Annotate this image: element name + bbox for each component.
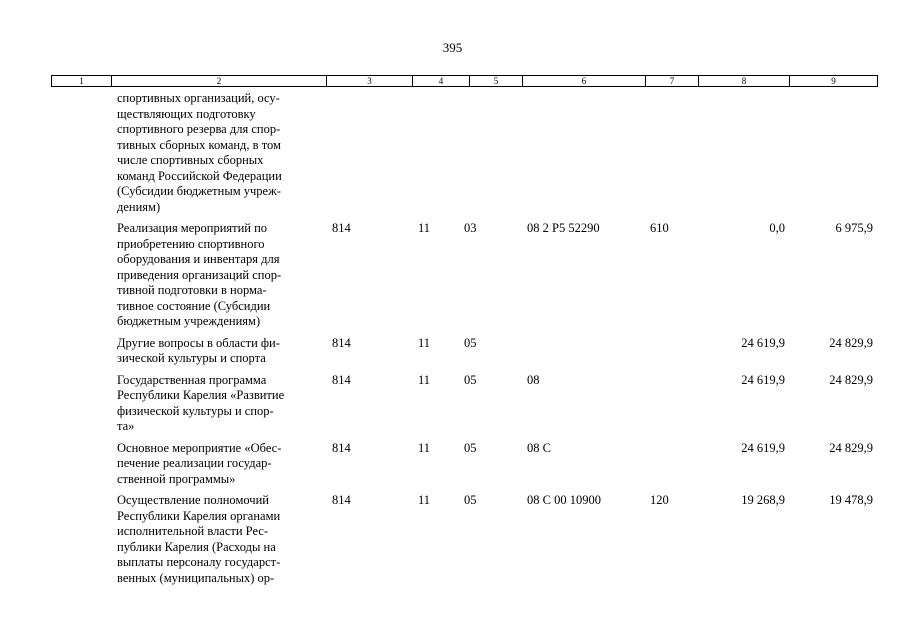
description-line: дениям) (117, 199, 161, 214)
description-line: Другие вопросы в области фи- (117, 335, 280, 350)
header-col-9: 9 (831, 76, 836, 86)
description-line: Основное мероприятие «Обес- (117, 440, 282, 455)
cell-c5: 03 (464, 221, 477, 235)
cell-c6: 08 (527, 372, 540, 387)
description-line: Республики Карелия органами (117, 508, 281, 523)
cell-c5: 05 (464, 493, 477, 507)
description-line: приобретению спортивного (117, 236, 265, 251)
cell-c8: 24 619,9 (741, 372, 785, 387)
table-body (0, 91, 905, 586)
row-description (117, 493, 327, 586)
cell-c6: 08 С 00 10900 (527, 493, 601, 507)
table-row (0, 221, 905, 330)
cell-c4: 11 (418, 372, 431, 387)
cell-c3: 814 (332, 221, 351, 235)
cell-c9: 24 829,9 (829, 335, 873, 350)
cell-c9: 19 478,9 (829, 493, 873, 507)
description-line: спортивного резерва для спор- (117, 122, 281, 136)
description-line: команд Российской Федерации (117, 168, 282, 183)
header-col-4: 4 (413, 76, 470, 86)
cell-c6: 08 С (527, 440, 551, 455)
table-row (0, 373, 905, 435)
cell-c6: 08 2 Р5 52290 (527, 221, 600, 235)
description-line: спортивных организаций, осу- (117, 91, 280, 105)
header-col-5: 5 (470, 76, 523, 86)
description-line: венных (муниципальных) ор- (117, 570, 275, 585)
header-col-2: 2 (112, 76, 327, 86)
description-line: бюджетным учреждениям) (117, 314, 261, 328)
description-line: числе спортивных сборных (117, 153, 264, 167)
table-row (0, 493, 905, 586)
cell-c5: 05 (464, 372, 477, 387)
row-description (117, 373, 327, 435)
page-number: 395 (442, 40, 463, 55)
cell-c5: 05 (464, 440, 477, 455)
table-row (0, 91, 905, 215)
description-line: оборудования и инвентаря для (117, 252, 280, 266)
header-col-3: 3 (327, 76, 413, 86)
description-line: публики Карелия (Расходы на (117, 539, 276, 554)
description-line: Реализация мероприятий по (117, 221, 268, 235)
description-line: Государственная программа (117, 372, 267, 387)
cell-c7: 120 (650, 493, 669, 507)
description-line: печение реализации государ- (117, 456, 272, 470)
cell-c8: 0,0 (769, 221, 785, 235)
row-description (117, 221, 327, 330)
header-col-8: 8 (699, 76, 790, 86)
header-col-1: 1 (52, 76, 112, 86)
cell-c4: 11 (418, 493, 431, 507)
cell-c3: 814 (332, 440, 351, 455)
header-col-7: 7 (646, 76, 699, 86)
cell-c4: 11 (418, 335, 431, 350)
row-description (117, 336, 327, 367)
description-line: исполнительной власти Рес- (117, 524, 269, 538)
header-col-6: 6 (523, 76, 646, 86)
cell-c4: 11 (418, 440, 431, 455)
description-line: Республики Карелия «Развитие (117, 388, 285, 402)
description-line: тивных сборных команд, в том (117, 137, 281, 152)
cell-c7: 610 (650, 221, 669, 235)
table-header (51, 75, 878, 87)
description-line: та» (117, 419, 135, 433)
table-row (0, 441, 905, 488)
cell-c3: 814 (332, 493, 351, 507)
cell-c8: 24 619,9 (741, 335, 785, 350)
description-line: зической культуры и спорта (117, 351, 266, 365)
cell-c3: 814 (332, 335, 351, 350)
row-description (117, 91, 327, 215)
description-line: ственной программы» (117, 471, 236, 486)
description-line: тивное состояние (Субсидии (117, 298, 271, 313)
cell-c4: 11 (418, 221, 431, 235)
cell-c9: 6 975,9 (835, 221, 873, 235)
description-line: тивной подготовки в норма- (117, 283, 267, 297)
cell-c9: 24 829,9 (829, 440, 873, 455)
table-row (0, 336, 905, 367)
description-line: приведения организаций спор- (117, 267, 282, 282)
cell-c3: 814 (332, 372, 351, 387)
cell-c8: 19 268,9 (741, 493, 785, 507)
description-line: (Субсидии бюджетным учреж- (117, 184, 281, 198)
description-line: физической культуры и спор- (117, 403, 274, 418)
description-line: Осуществление полномочий (117, 493, 269, 507)
description-line: выплаты персоналу государст- (117, 555, 281, 569)
cell-c5: 05 (464, 335, 477, 350)
row-description (117, 441, 327, 488)
cell-c9: 24 829,9 (829, 372, 873, 387)
description-line: ществляющих подготовку (117, 106, 256, 121)
cell-c8: 24 619,9 (741, 440, 785, 455)
